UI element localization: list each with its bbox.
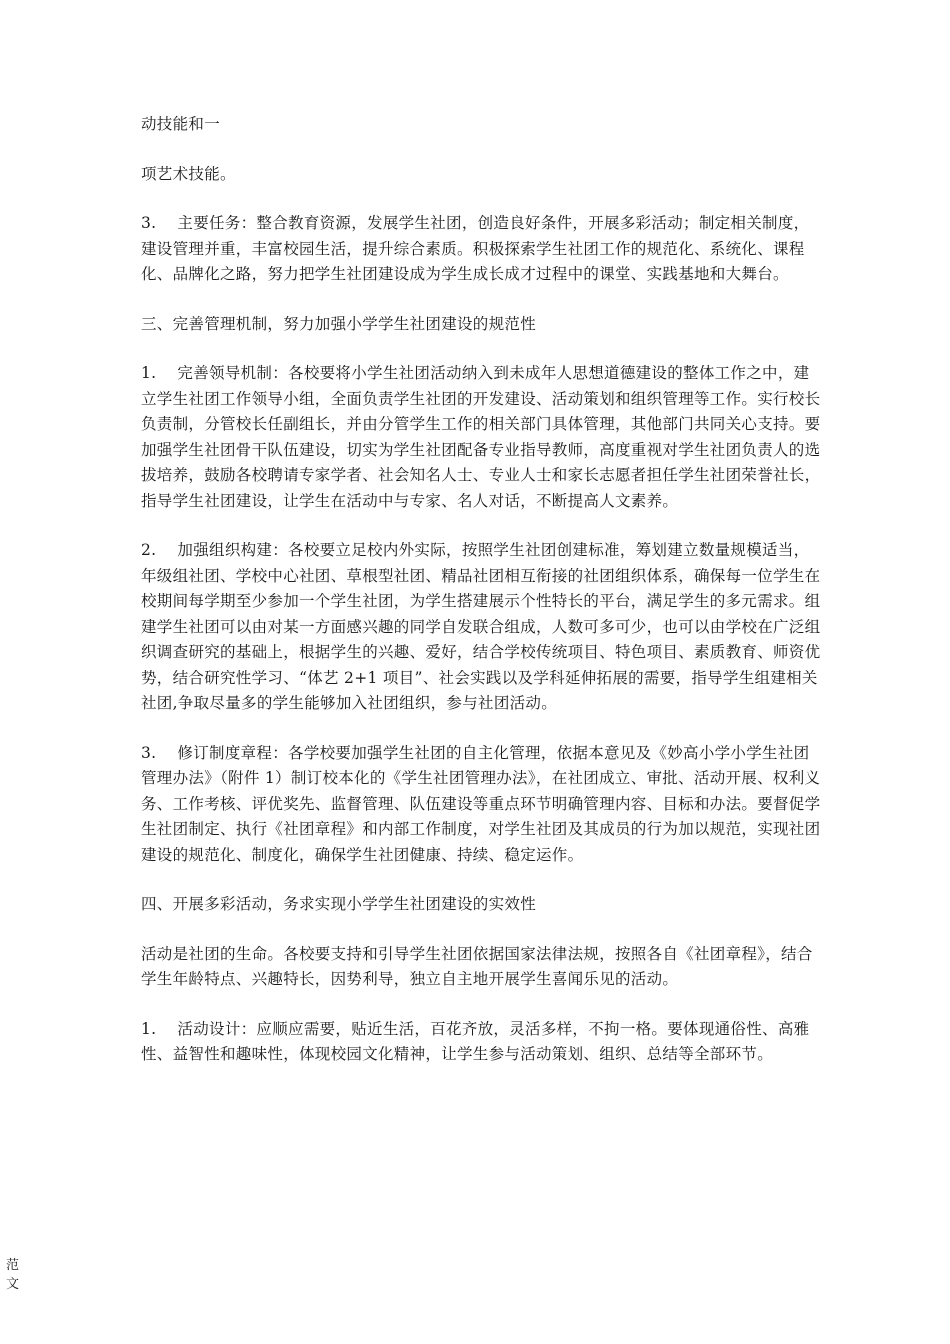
paragraph: 3. 修订制度章程：各学校要加强学生社团的自主化管理，依据本意见及《妙高小学小学生社团管理办法》（附件 1）制订校本化的《学生社团管理办法》，在社团成立、审批、活动开展、权利义务、工作考核、评优奖先、监督管理、队伍建设等重点环节明确管理内容、目标和办法。要督促学生社团制定、执行《社团章程》和内部工作制度，对学生社团及其成员的行为加以规范，实现社团建设的规范化、制度化，确保学生社团健康、持续、稳定运作。 — [141, 743, 821, 864]
paragraph: 动技能和一 — [141, 115, 221, 133]
side-note: 范文 — [6, 1258, 20, 1292]
paragraph: 2. 加强组织构建：各校要立足校内外实际，按照学生社团创建标准，筹划建立数量规模适当，年级组社团、学校中心社团、草根型社团、精品社团相互衔接的社团组织体系，确保每一位学生在校期间每学期至少参加一个学生社团，为学生搭建展示个性特长的平台，满足学生的多元需求。组建学生社团可以由对某一方面感兴趣的同学自发联合组成，人数可多可少，也可以由学校在广泛组织调查研究的基础上，根据学生的兴趣、爱好，结合学校传统项目、特色项目、素质教育、师资优势，结合研究性学习、“体艺 2+1 项目”、社会实践以及学科延伸拓展的需要，指导学生组建相关社团,争取尽量多的学生能够加入社团组织，参与社团活动。 — [141, 541, 821, 712]
section-heading: 三、完善管理机制，努力加强小学学生社团建设的规范性 — [141, 314, 537, 333]
paragraph: 1. 活动设计：应顺应需要，贴近生活，百花齐放，灵活多样，不拘一格。要体现通俗性、高雅性、益智性和趣味性，体现校园文化精神，让学生参与活动策划、组织、总结等全部环节。 — [141, 1019, 810, 1063]
section-heading: 四、开展多彩活动，务求实现小学学生社团建设的实效性 — [141, 895, 537, 913]
paragraph: 1. 完善领导机制：各校要将小学生社团活动纳入到未成年人思想道德建设的整体工作之中，建立学生社团工作领导小组，全面负责学生社团的开发建设、活动策划和组织管理等工作。实行校长负责制，分管校长任副组长，并由分管学生工作的相关部门具体管理，其他部门共同关心支持。要加强学生社团骨干队伍建设，切实为学生社团配备专业指导教师，高度重视对学生社团负责人的选拔培养，鼓励各校聘请专家学者、社会知名人士、专业人士和家长志愿者担任学生社团荣誉社长，指导学生社团建设，让学生在活动中与专家、名人对话，不断提高人文素养。 — [141, 364, 821, 510]
paragraph: 活动是社团的生命。各校要支持和引导学生社团依据国家法律法规，按照各自《社团章程》，结合学生年龄特点、兴趣特长，因势利导，独立自主地开展学生喜闻乐见的活动。 — [141, 944, 813, 988]
paragraph: 项艺术技能。 — [141, 164, 236, 183]
paragraph: 3. 主要任务：整合教育资源，发展学生社团，创造良好条件，开展多彩活动；制定相关制度，建设管理并重，丰富校园生活，提升综合素质。积极探索学生社团工作的规范化、系统化、课程化、品牌化之路，努力把学生社团建设成为学生成长成才过程中的课堂、实践基地和大舞台。 — [141, 214, 810, 283]
document-body — [141, 112, 821, 1092]
